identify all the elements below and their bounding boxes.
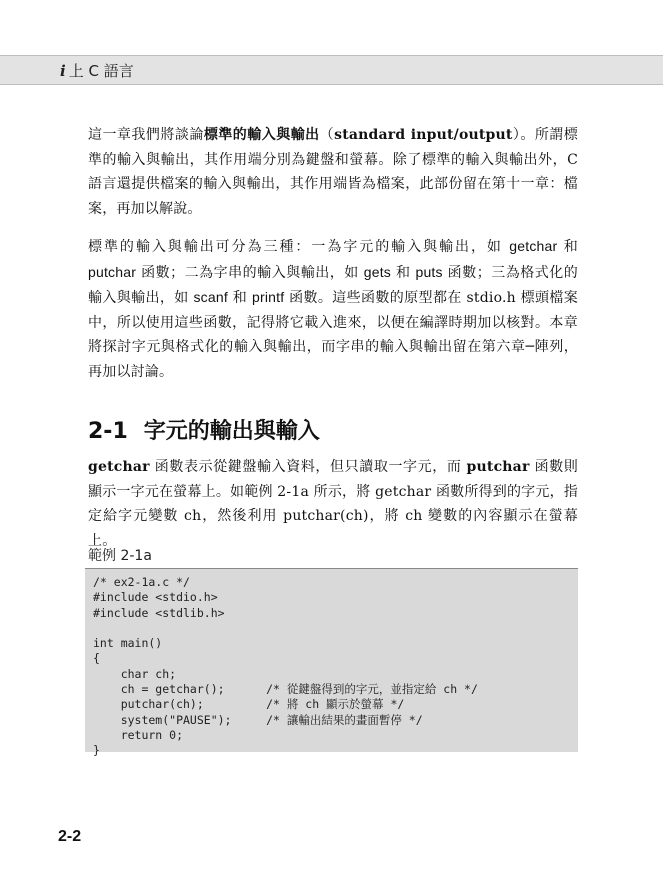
p1-text: 這一章我們將談論 [88,127,204,143]
p3-text-rest: 函數則顯示一字元在螢幕上。如範例 2-1a 所示，將 getchar 函數所得到的字元，指定給字元變數 ch，然後利用 putchar(ch)，將 ch 變數的內容顯示在螢幕上。 [88,459,579,549]
p2-text-rest: 函數。這些函數的原型都在 stdio.h 標頭檔案中，所以使用這些函數，記得將它載入進來，以便在編譯時期加以核對。本章將探討字元與格式化的輸入與輸出，而字串的輸入與輸出留在第六章─陣列，再加以討論。 [88,290,578,380]
p3-bold-getchar: getchar [88,459,150,475]
p1-text-rest: ）。所謂標準的輸入與輸出，其作用端分別為鍵盤和螢幕。除了標準的輸入與輸出外，C 語言還提供檔案的輸入與輸出，其作用端皆為檔案，此部份留在第十一章：檔案，再加以解說。 [88,127,578,217]
header-italic-i: i [60,62,66,80]
p2-text: 函數；二為字串的輸入與輸出，如 [136,264,364,281]
code-line: #include <stdio.h> [93,590,218,605]
p2-text: 標準的輸入與輸出可分為三種：一為字元的輸入與輸出，如 [88,239,510,255]
p3-text: 函數表示從鍵盤輸入資料，但只讀取一字元，而 [149,459,467,475]
code-line: /* ex2-1a.c */ [93,575,190,589]
code-line: } [93,743,100,758]
p2-func-printf: printf [252,289,285,305]
code-line: return 0; [93,727,184,742]
getchar-paragraph [88,455,578,553]
p2-func-getchar: getchar [509,238,558,254]
p2-func-scanf: scanf [193,289,228,305]
page-number: 2-2 [58,828,82,845]
running-header [0,55,663,85]
p2-func-gets: gets [363,263,391,280]
code-line [93,621,570,636]
p2-func-putchar: putchar [88,263,137,280]
p1-english-term: standard input/output [334,127,513,143]
p2-func-puts: puts [415,263,443,280]
code-line: char ch; [93,666,177,681]
section-title: 字元的輸出與輸入 [143,419,320,444]
p2-text: 和 [227,290,252,306]
p3-bold-putchar: putchar [466,459,530,475]
io-types-paragraph [88,234,578,384]
p2-text: 和 [391,264,416,281]
p1-bold-term: 標準的輸入與輸出 [203,127,320,143]
section-number: 2-1 [88,419,128,444]
p2-text: 和 [557,239,578,255]
code-line: ch = getchar(); /* 從鍵盤得到的字元，並指定給 ch */ [93,682,478,697]
p1-paren: （ [319,127,335,143]
code-line: { [93,651,100,666]
p2-text: 函數；三為格式化的輸入與輸出，如 [88,264,578,306]
header-title-text: 上 C 語言 [68,62,134,80]
code-line: putchar(ch); /* 將 ch 顯示於螢幕 */ [93,697,405,712]
running-header-title [60,60,134,81]
intro-paragraph [88,123,578,221]
code-line: #include <stdlib.h> [93,605,225,620]
code-line: int main() [93,636,163,651]
section-heading [88,414,320,445]
example-label: 範例 2-1a [88,548,152,564]
code-listing [85,568,578,758]
code-line: system("PAUSE"); /* 讓輸出結果的畫面暫停 */ [93,712,423,727]
